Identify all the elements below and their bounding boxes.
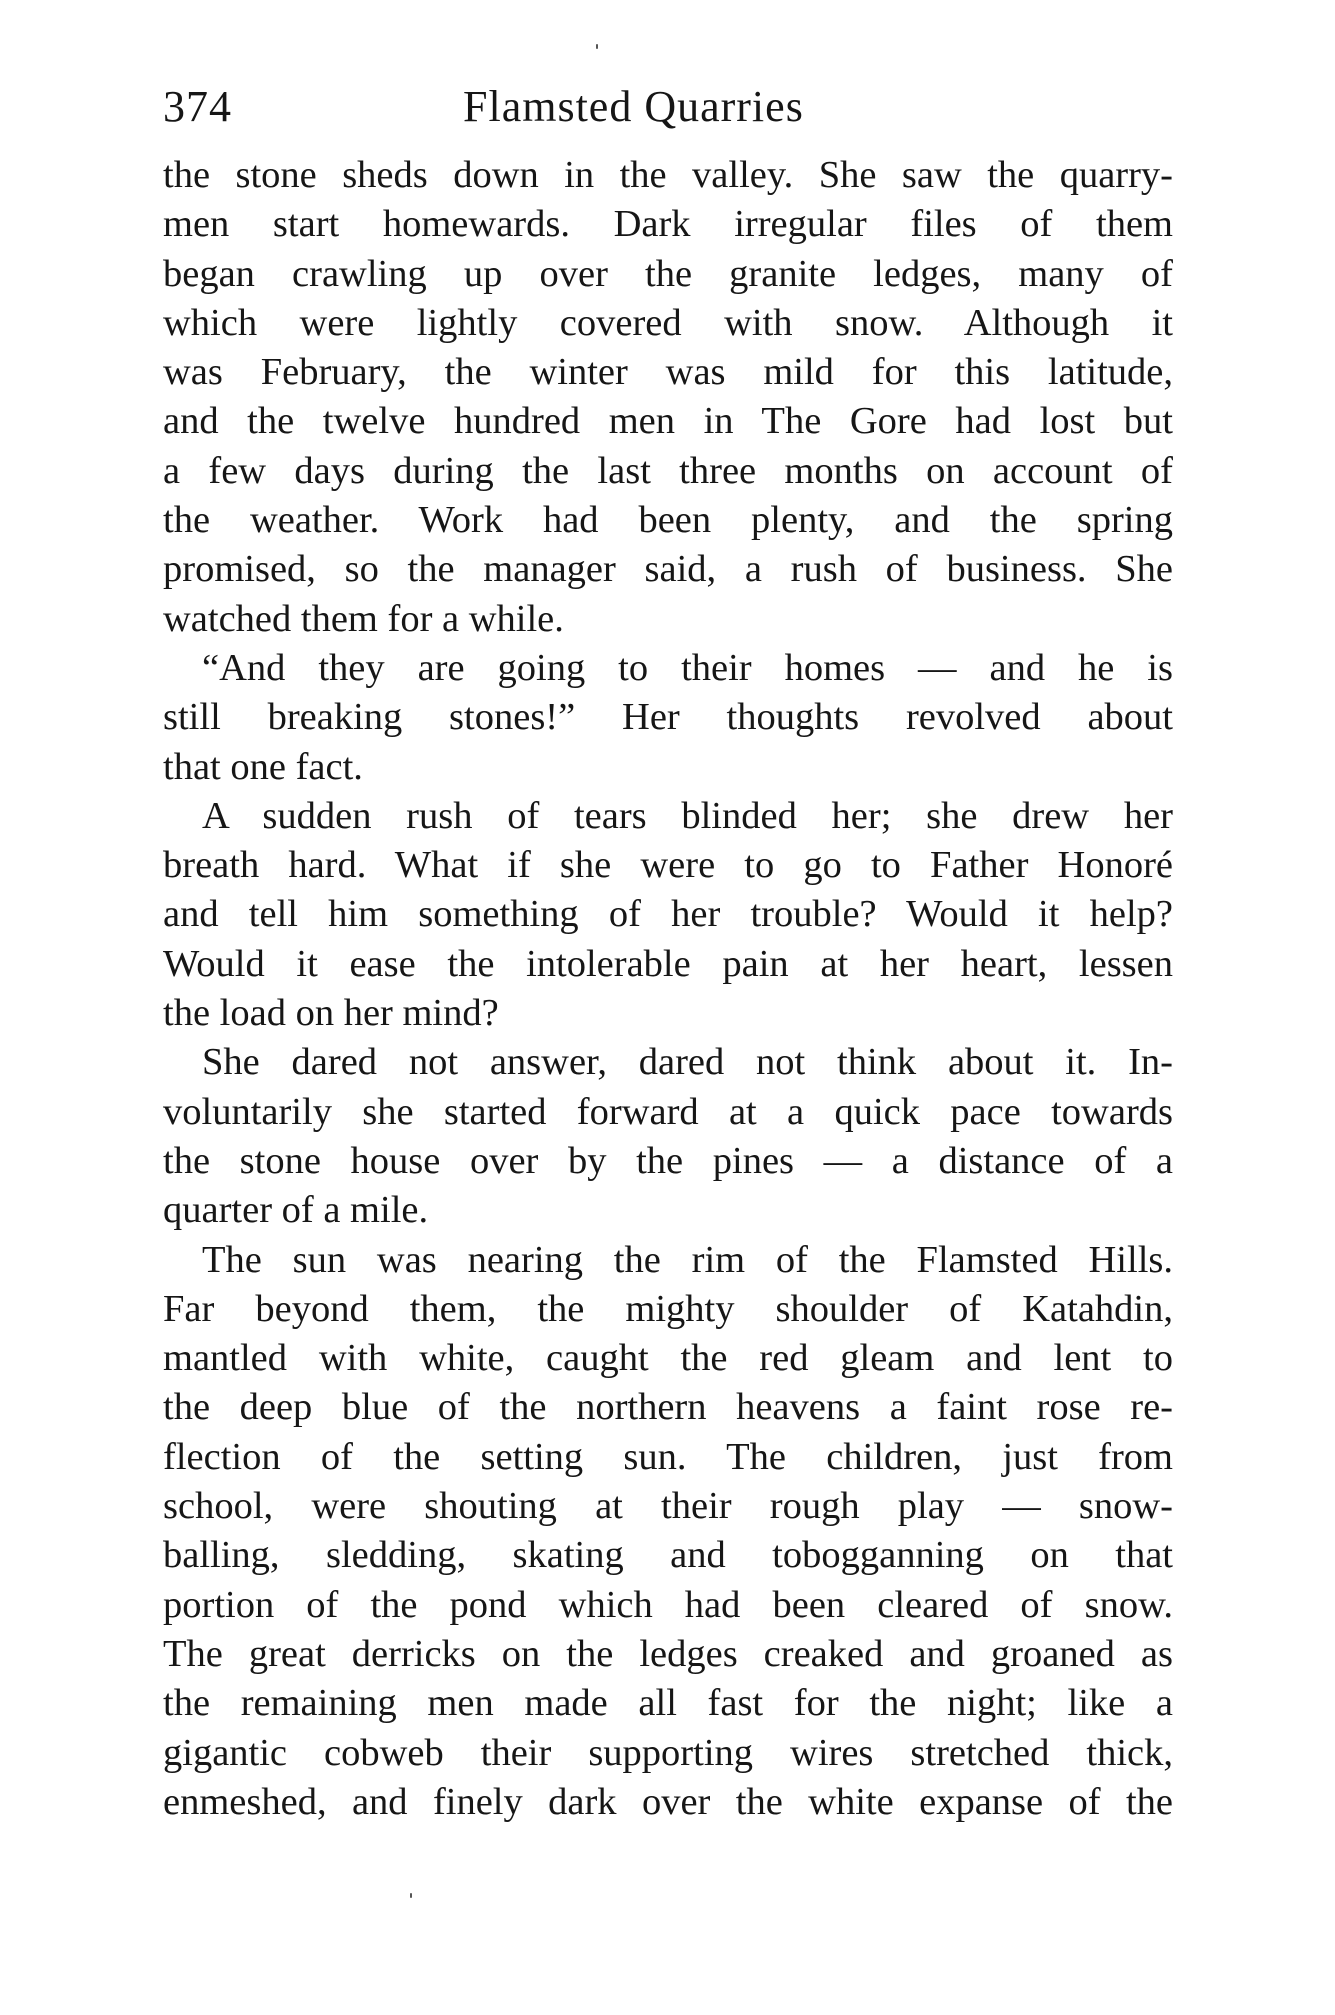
text-line: the load on her mind?: [163, 992, 499, 1035]
page-header: [163, 72, 1173, 142]
scan-speck: [596, 44, 598, 49]
text-line: promised, so the manager said, a rush of business. She: [163, 548, 1173, 591]
text-line: still breaking stones!” Her thoughts revolved about: [163, 696, 1173, 739]
text-line: flection of the setting sun. The children, just from: [163, 1435, 1173, 1478]
text-line: quarter of a mile.: [163, 1189, 429, 1232]
text-line: balling, sledding, skating and tobogganning on that: [163, 1534, 1173, 1577]
text-line: mantled with white, caught the red gleam and lent to: [163, 1337, 1173, 1380]
body-text: [163, 151, 1173, 1827]
text-line: a few days during the last three months on account of: [163, 449, 1173, 492]
text-line: breath hard. What if she were to go to Father Honoré: [163, 844, 1173, 887]
text-line: the weather. Work had been plenty, and the spring: [163, 499, 1173, 542]
text-line: men start homewards. Dark irregular files of them: [163, 203, 1173, 246]
text-line: gigantic cobweb their supporting wires stretched thick,: [163, 1731, 1173, 1774]
text-line: and the twelve hundred men in The Gore had lost but: [163, 400, 1173, 443]
text-line: enmeshed, and finely dark over the white expanse of the: [163, 1780, 1173, 1823]
text-line: that one fact.: [163, 745, 363, 788]
text-line: Far beyond them, the mighty shoulder of Katahdin,: [163, 1287, 1173, 1330]
text-line: which were lightly covered with snow. Although it: [163, 301, 1173, 344]
text-line: the stone house over by the pines — a distance of a: [163, 1139, 1173, 1182]
text-line: “And they are going to their homes — and he is: [202, 646, 1173, 689]
text-line: began crawling up over the granite ledges, many of: [163, 252, 1173, 295]
text-line: and tell him something of her trouble? Would it help?: [163, 893, 1173, 936]
text-line: The great derricks on the ledges creaked and groaned as: [163, 1632, 1173, 1675]
text-line: voluntarily she started forward at a quick pace towards: [163, 1090, 1173, 1133]
page-number: 374: [163, 82, 232, 131]
text-line: school, were shouting at their rough play — snow-: [163, 1485, 1173, 1528]
running-title: Flamsted Quarries: [463, 82, 804, 131]
text-line: A sudden rush of tears blinded her; she drew her: [202, 794, 1173, 837]
text-line: the remaining men made all fast for the night; like a: [163, 1682, 1173, 1725]
text-line: Would it ease the intolerable pain at her heart, lessen: [163, 942, 1173, 985]
text-line: The sun was nearing the rim of the Flamsted Hills.: [202, 1238, 1173, 1281]
text-line: was February, the winter was mild for this latitude,: [163, 351, 1173, 394]
text-line: the deep blue of the northern heavens a faint rose re-: [163, 1386, 1173, 1429]
text-line: the stone sheds down in the valley. She saw the quarry-: [163, 154, 1173, 196]
text-line: She dared not answer, dared not think about it. In-: [202, 1041, 1173, 1084]
scan-speck: [410, 1893, 412, 1898]
text-line: portion of the pond which had been cleared of snow.: [163, 1583, 1173, 1626]
text-line: watched them for a while.: [163, 597, 564, 640]
